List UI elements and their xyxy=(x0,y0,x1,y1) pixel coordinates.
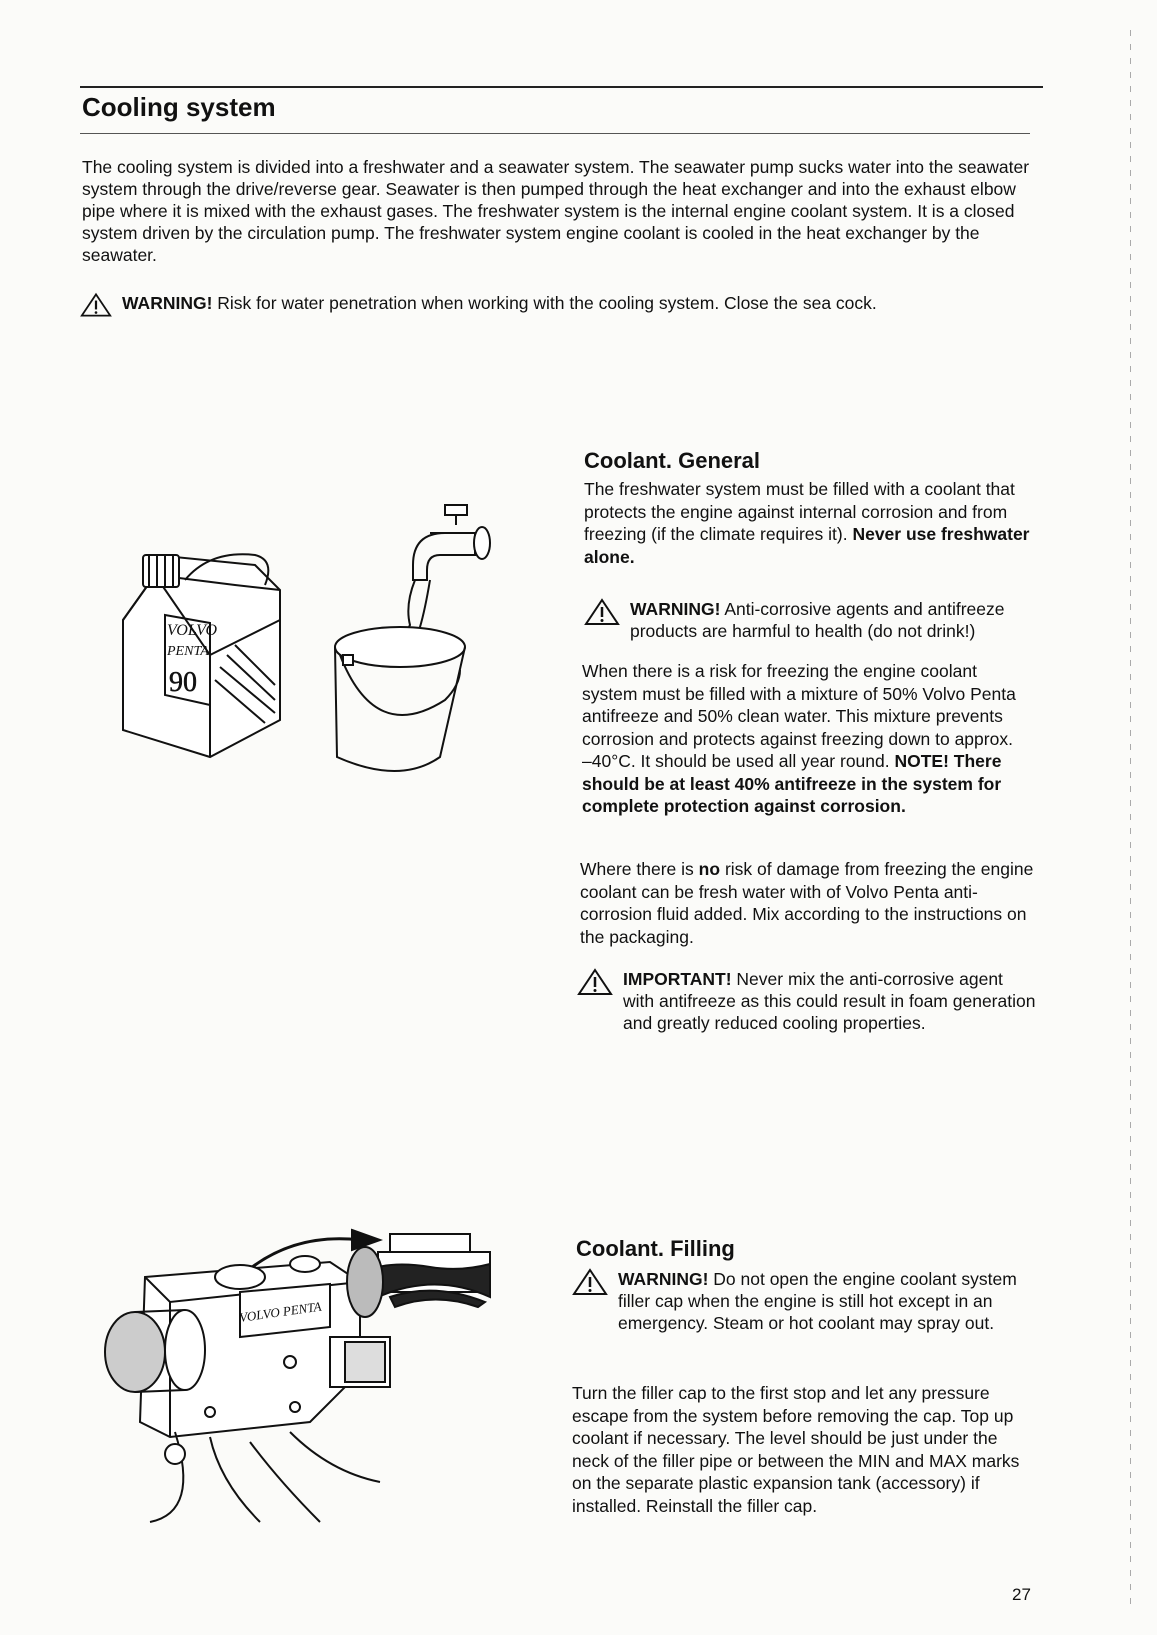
engine-label: VOLVO PENTA xyxy=(238,1298,323,1325)
canister-logo-volvo: VOLVO xyxy=(167,622,218,639)
general-p3-bold: no xyxy=(698,859,721,879)
engine-filler-cap-illustration xyxy=(90,1222,500,1527)
intro-paragraph: The cooling system is divided into a freshwater and a seawater system. The seawater pump sucks water into the seawater system through the drive/reverse gear. Seawater is then pumped through the heat exchanger and into the exhaust elbow pipe where it is mixed with the exhaust gases. The freshwater system is the internal engine coolant system. It is a closed system driven by the circulation pump. The freshwater system engine coolant is cooled in the heat exchanger by the seawater. xyxy=(82,157,1030,265)
warning-text: Risk for water penetration when working with the cooling system. Close the sea cock. xyxy=(217,293,877,313)
header-underline xyxy=(80,133,1030,134)
filling-heading: Coolant. Filling xyxy=(576,1236,735,1261)
coolant-canister-bucket-illustration xyxy=(115,495,505,800)
general-warning xyxy=(584,598,1044,642)
filling-warning-text: Do not open the engine coolant system filler cap when the engine is still hot except in an emergency. Steam or hot coolant may spray out. xyxy=(618,1269,1017,1333)
general-p3-text-b: risk of damage from freezing the engine coolant can be fresh water with of Volvo Penta anti-corrosion fluid added. Mix according to the instructions on the packaging. xyxy=(580,859,1034,947)
important-label: IMPORTANT! xyxy=(623,969,732,989)
general-p2-text: When there is a risk for freezing the engine coolant system must be filled with a mixture of 50% Volvo Penta antifreeze and 50% clean water. This mixture prevents corrosion and protects against freezing down to approx. –40°C. It should be used all year round. xyxy=(582,661,1016,771)
page-edge xyxy=(1130,30,1131,1610)
general-heading: Coolant. General xyxy=(584,448,761,473)
general-paragraph-1 xyxy=(584,478,1044,568)
warning-triangle-icon xyxy=(572,1268,608,1296)
general-paragraph-2 xyxy=(582,660,1027,818)
general-warning-text: Anti-corrosive agents and antifreeze products are harmful to health (do not drink!) xyxy=(630,599,1005,641)
warning-label: WARNING! xyxy=(122,293,213,313)
filling-warning xyxy=(572,1268,1042,1334)
general-p3-text-a: Where there is xyxy=(580,859,694,879)
page-title: Cooling system xyxy=(82,92,276,122)
general-paragraph-3 xyxy=(580,858,1035,948)
important-text: Never mix the anti-corrosive agent with antifreeze as this could result in foam generation and greatly reduced cooling properties. xyxy=(623,969,1036,1033)
page-number: 27 xyxy=(1012,1585,1031,1604)
warning-triangle-icon xyxy=(577,968,613,996)
general-important xyxy=(577,968,1037,1034)
canister-number: 90 xyxy=(169,667,197,698)
top-warning xyxy=(80,292,1060,318)
canister-logo-penta: PENTA xyxy=(167,644,209,659)
general-warning-label: WARNING! xyxy=(630,599,721,619)
general-p1-text: The freshwater system must be filled with a coolant that protects the engine against internal corrosion and from freezing (if the climate requires it). xyxy=(584,479,1015,544)
warning-triangle-icon xyxy=(584,598,620,626)
general-p1-bold: Never use freshwater alone. xyxy=(584,524,1030,567)
header-rule xyxy=(80,86,1043,88)
filling-paragraph: Turn the filler cap to the first stop and let any pressure escape from the system before removing the cap. Top up coolant if necessary. The level should be just under the neck of the filler pipe or between the MIN and MAX marks on the separate plastic expansion tank (accessory) if installed. Reinstall the filler cap. xyxy=(572,1383,1020,1516)
general-p2-bold: NOTE! There should be at least 40% antifreeze in the system for complete protection against corrosion. xyxy=(582,751,1002,816)
warning-triangle-icon xyxy=(80,292,112,318)
filling-warning-label: WARNING! xyxy=(618,1269,709,1289)
